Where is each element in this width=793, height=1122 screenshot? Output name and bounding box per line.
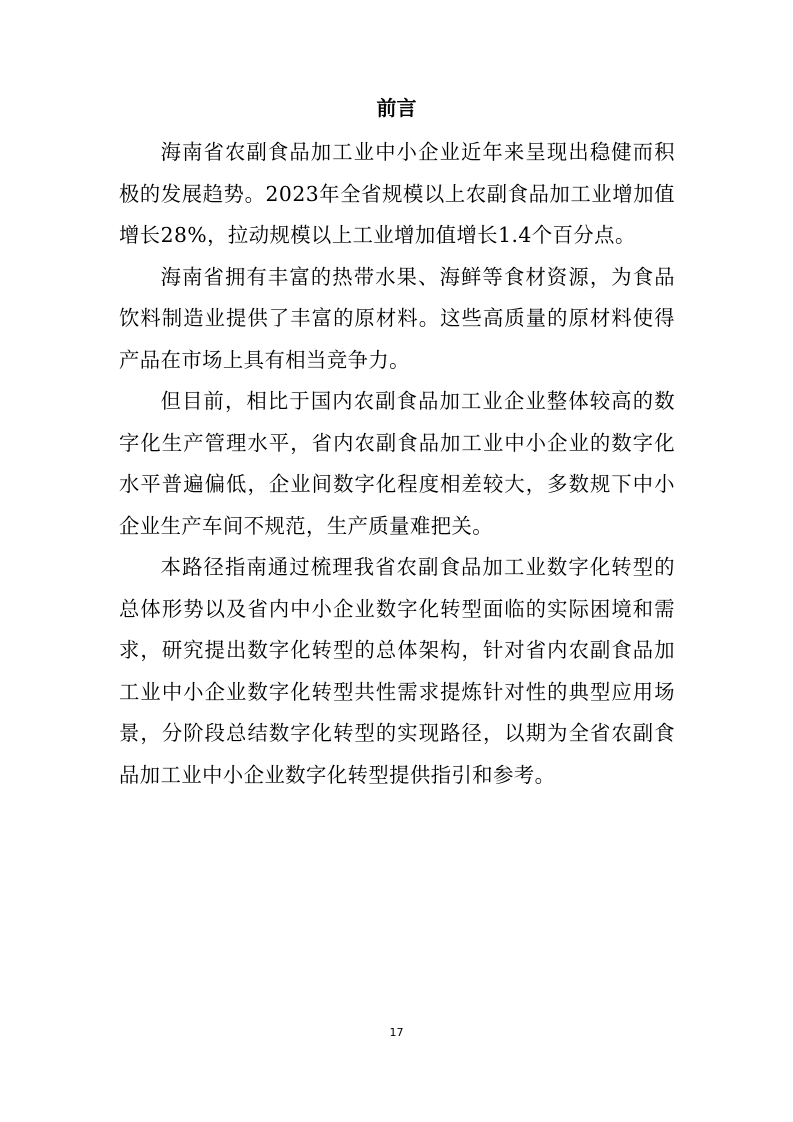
paragraph-1: 海南省农副食品加工业中小企业近年来呈现出稳健而积极的发展趋势。2023年全省规模以上农副食品加工业增加值增长28%，拉动规模以上工业增加值增长1.4个百分点。 (119, 140, 675, 247)
paragraph-4: 本路径指南通过梳理我省农副食品加工业数字化转型的总体形势以及省内中小企业数字化转型面临的实际困境和需求，研究提出数字化转型的总体架构，针对省内农副食品加工业中小企业数字化转型共性需求提炼针对性的典型应用场景，分阶段总结数字化转型的实现路径，以期为全省农副食品加工业中小企业数字化转型提供指引和参考。 (119, 555, 675, 787)
paragraph-3: 但目前，相比于国内农副食品加工业企业整体较高的数字化生产管理水平，省内农副食品加工业中小企业的数字化水平普遍偏低，企业间数字化程度相差较大，多数规下中小企业生产车间不规范，生产质量难把关。 (119, 389, 675, 538)
page-number: 17 (389, 1026, 404, 1039)
body-text (119, 132, 675, 796)
paragraph-2: 海南省拥有丰富的热带水果、海鲜等食材资源，为食品饮料制造业提供了丰富的原材料。这些高质量的原材料使得产品在市场上具有相当竞争力。 (119, 264, 675, 372)
page-title: 前言 (376, 96, 417, 120)
